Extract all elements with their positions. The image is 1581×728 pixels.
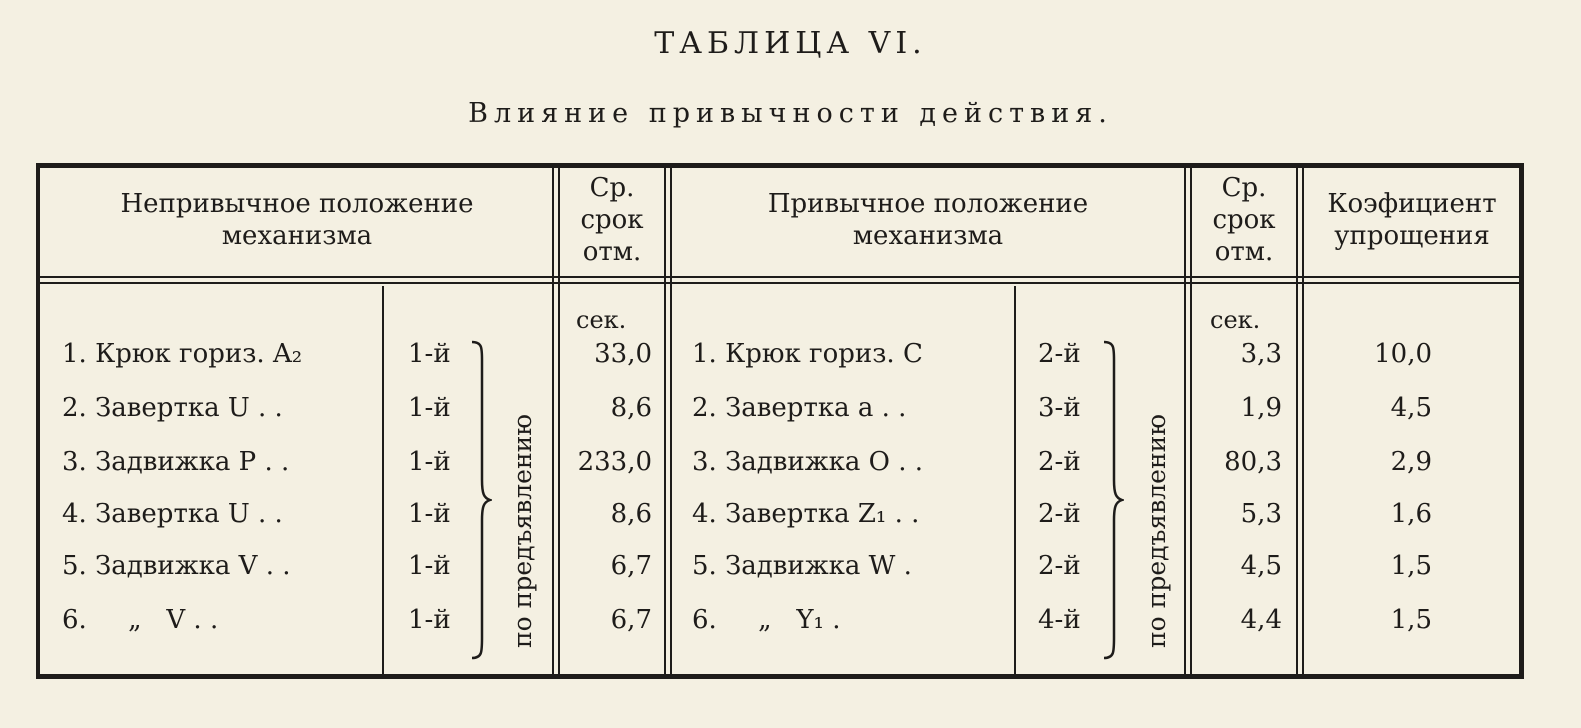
col-rule-time-right-a (1184, 168, 1186, 674)
col-rule-coef-a (1296, 168, 1298, 674)
header-time-right-line2: срок (1212, 205, 1276, 235)
header-rule-bottom (40, 282, 1520, 284)
left-order: 1-й (408, 605, 451, 635)
header-coef-line1: Коэфициент (1327, 189, 1497, 219)
right-name: 2. Завертка a . . (692, 393, 907, 423)
header-time-left-line2: срок (580, 205, 644, 235)
right-time: 80,3 (1224, 447, 1282, 477)
right-name: 1. Крюк гориз. C (692, 339, 923, 369)
left-order: 1-й (408, 447, 451, 477)
col-rule-time-left-a (552, 168, 554, 674)
right-order: 2-й (1038, 551, 1081, 581)
header-time-right-line1: Ср. (1221, 173, 1267, 203)
right-time: 4,4 (1240, 605, 1282, 635)
left-time: 6,7 (610, 551, 652, 581)
right-name: 3. Задвижка O . . (692, 447, 924, 477)
coefficient: 2,9 (1390, 447, 1432, 477)
unit-right: сек. (1210, 306, 1261, 334)
right-name: 4. Завертка Z₁ . . (692, 499, 920, 529)
header-usual-line1: Привычное положение (767, 189, 1089, 219)
left-name: 4. Завертка U . . (62, 499, 283, 529)
unit-left: сек. (576, 306, 627, 334)
subcol-rule-left-order (382, 286, 384, 674)
right-order: 3-й (1038, 393, 1081, 423)
left-order: 1-й (408, 393, 451, 423)
left-order: 1-й (408, 551, 451, 581)
header-time-left (560, 172, 664, 268)
subcol-rule-right-order (1014, 286, 1016, 674)
header-unusual-line2: механизма (221, 221, 373, 251)
header-coef-line2: упрощения (1334, 221, 1490, 251)
left-time: 6,7 (610, 605, 652, 635)
header-time-left-line3: отм. (582, 237, 642, 267)
left-name: 3. Задвижка P . . (62, 447, 290, 477)
right-time: 4,5 (1240, 551, 1282, 581)
right-order: 2-й (1038, 499, 1081, 529)
header-unusual-line1: Непривычное положение (120, 189, 474, 219)
left-order: 1-й (408, 339, 451, 369)
header-time-right (1192, 172, 1296, 268)
right-order: 4-й (1038, 605, 1081, 635)
left-name: 6. „ V . . (62, 605, 219, 635)
header-unusual (42, 188, 552, 252)
right-order: 2-й (1038, 447, 1081, 477)
header-time-left-line1: Ср. (589, 173, 635, 203)
header-usual-line2: механизма (852, 221, 1004, 251)
right-time: 3,3 (1240, 339, 1282, 369)
right-name: 6. „ Y₁ . (692, 605, 841, 635)
header-usual (672, 188, 1184, 252)
right-order: 2-й (1038, 339, 1081, 369)
left-name: 5. Задвижка V . . (62, 551, 291, 581)
col-rule-usual-a (664, 168, 666, 674)
coefficient: 4,5 (1390, 393, 1432, 423)
left-name: 2. Завертка U . . (62, 393, 283, 423)
header-coefficient (1304, 188, 1520, 252)
coefficient: 1,5 (1390, 605, 1432, 635)
brace-right (1102, 340, 1124, 660)
coefficient: 1,6 (1390, 499, 1432, 529)
left-time: 8,6 (610, 393, 652, 423)
header-rule-top (40, 276, 1520, 278)
left-time: 233,0 (577, 447, 652, 477)
left-time: 8,6 (610, 499, 652, 529)
right-time: 5,3 (1240, 499, 1282, 529)
left-order: 1-й (408, 499, 451, 529)
coefficient: 10,0 (1374, 339, 1432, 369)
right-time: 1,9 (1240, 393, 1282, 423)
brace-left (470, 340, 492, 660)
right-name: 5. Задвижка W . (692, 551, 912, 581)
table-title: ТАБЛИЦА VI. (654, 26, 927, 61)
left-time: 33,0 (594, 339, 652, 369)
header-time-right-line3: отм. (1214, 237, 1274, 267)
left-name: 1. Крюк гориз. A₂ (62, 339, 303, 369)
vertical-label-right: по предъявлению (1142, 413, 1171, 648)
coefficient: 1,5 (1390, 551, 1432, 581)
vertical-label-left: по предъявлению (508, 413, 537, 648)
table-subtitle: Влияние привычности действия. (468, 98, 1113, 129)
